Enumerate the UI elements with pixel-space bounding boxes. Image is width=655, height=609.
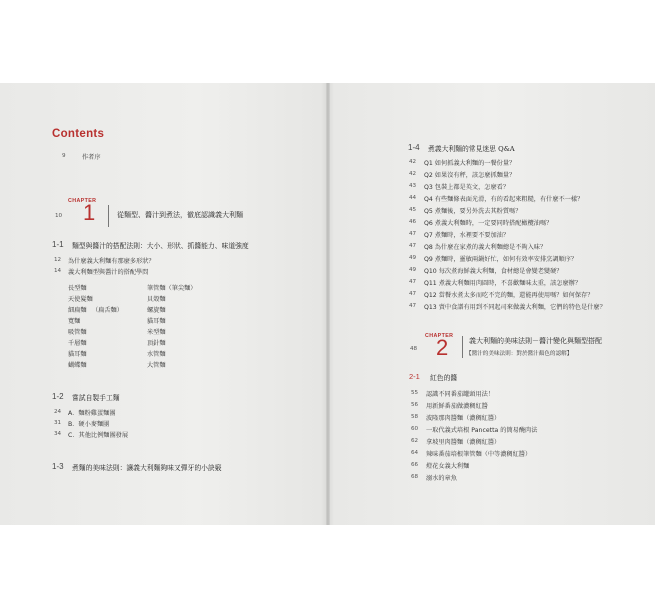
toc-page: 49 bbox=[409, 255, 417, 261]
toc-page: 55 bbox=[411, 390, 419, 396]
section-1-1-number: 1-1 bbox=[52, 240, 64, 249]
toc-page: 49 bbox=[409, 267, 417, 273]
toc-page: 68 bbox=[411, 474, 419, 480]
toc-page: 47 bbox=[409, 243, 417, 249]
chapter2-number: 2 bbox=[436, 335, 449, 360]
toc-entry: Q10 每次煮海鮮義大利麵，食材總是會變老變硬？ bbox=[424, 268, 563, 275]
toc-page: 60 bbox=[411, 426, 419, 432]
toc-entry: 一取代義式培根 Pancetta 的簡易醃肉法 bbox=[426, 427, 538, 434]
toc-entry: A．麵粉雞蛋麵團 bbox=[68, 410, 116, 417]
pasta-type: 貝殼麵 bbox=[147, 296, 166, 303]
section-1-3-number: 1-3 bbox=[52, 462, 64, 471]
preface-title: 作者序 bbox=[82, 154, 101, 161]
toc-page: 14 bbox=[54, 268, 62, 274]
toc-entry: Q6 煮義大利麵時，一定要同時搭配橄欖油嗎？ bbox=[424, 220, 553, 227]
toc-page: 44 bbox=[409, 195, 417, 201]
toc-page: 43 bbox=[409, 183, 417, 189]
section-1-3-title: 煮麵的美味法則：讓義大利麵夠味又彈牙的小訣竅 bbox=[72, 464, 222, 472]
toc-entry: Q4 有些麵條表面光滑，有的看起來粗糙，有什麼不一樣？ bbox=[424, 196, 584, 203]
toc-page: 34 bbox=[54, 431, 62, 437]
chapter1-number: 1 bbox=[83, 200, 96, 225]
toc-page: 47 bbox=[409, 279, 417, 285]
toc-page: 12 bbox=[54, 257, 62, 263]
toc-entry: Q5 煮麵後，要另外洗去其粉質嗎？ bbox=[424, 208, 522, 215]
pasta-type: （扁舌麵） bbox=[92, 307, 123, 314]
section-2-1-title: 紅色的醬 bbox=[430, 374, 458, 382]
pasta-type: 貓耳麵 bbox=[68, 351, 87, 358]
toc-page: 31 bbox=[54, 420, 62, 426]
toc-page: 47 bbox=[409, 303, 417, 309]
toc-entry: 拿坡里肉醬麵（濃稠紅醬） bbox=[426, 439, 501, 446]
section-2-1-number: 2-1 bbox=[409, 372, 420, 381]
toc-entry: 義大利麵型與醬汁的搭配學問 bbox=[68, 269, 149, 276]
pasta-type: 大管麵 bbox=[147, 362, 166, 369]
chapter2-title: 義大利麵的美味法則－醬汁變化與麵型搭配 bbox=[469, 337, 602, 345]
toc-entry: 用新鮮番茄做濃稠紅醬 bbox=[426, 403, 488, 410]
preface-page: 9 bbox=[62, 153, 66, 159]
toc-entry: Q13 賣中食譜有用到不同起司來做義大利麵，它們的特色是什麼？ bbox=[424, 304, 606, 311]
toc-entry: Q8 為什麼在家煮的義大利麵總是不夠入味？ bbox=[424, 244, 547, 251]
toc-entry: 波隆那肉醬麵（濃稠紅醬） bbox=[426, 415, 501, 422]
toc-entry: 為什麼義大利麵有那麼多形狀？ bbox=[68, 258, 155, 265]
toc-page: 58 bbox=[411, 414, 419, 420]
toc-entry: Q11 煮義大利麵用肉圓時，不喜歡麵味太重，該怎麼辦？ bbox=[424, 280, 582, 287]
toc-entry: 溺水的章魚 bbox=[426, 475, 457, 482]
pasta-type: 吸管麵 bbox=[68, 329, 87, 336]
pasta-type: 米型麵 bbox=[147, 329, 166, 336]
toc-page: 45 bbox=[409, 207, 417, 213]
toc-entry: C．其他比例麵團發展 bbox=[68, 432, 129, 439]
section-1-4-number: 1-4 bbox=[408, 143, 420, 152]
chapter1-title: 從麵型、醬汁到煮法，徹底認識義大利麵 bbox=[117, 211, 243, 219]
toc-page: 46 bbox=[409, 219, 417, 225]
section-1-1-title: 麵型與醬汁的搭配法則：大小、形狀、抓醬能力、味道強度 bbox=[72, 242, 249, 250]
toc-page: 56 bbox=[411, 402, 419, 408]
pasta-type: 頂針麵 bbox=[147, 340, 166, 347]
toc-page: 66 bbox=[411, 462, 419, 468]
toc-entry: Q2 如果沒有秤，該怎麼抓麵量？ bbox=[424, 172, 516, 179]
toc-page: 24 bbox=[54, 409, 62, 415]
toc-entry: Q1 如何抓義大利麵的一餐份量？ bbox=[424, 160, 516, 167]
chapter2-label: CHAPTER bbox=[425, 333, 454, 339]
section-1-2-title: 嘗試自製手工麵 bbox=[72, 394, 120, 402]
toc-entry: B．硬小麥麵團 bbox=[68, 421, 110, 428]
toc-entry: Q9 煮麵時，靈敏兩鍋好忙，如何有效率安排烹調順序？ bbox=[424, 256, 578, 263]
pasta-type: 貓耳麵 bbox=[147, 318, 166, 325]
toc-page: 47 bbox=[409, 291, 417, 297]
book-gutter bbox=[326, 83, 330, 525]
toc-entry: Q7 煮麵時，水裡要不要加油？ bbox=[424, 232, 510, 239]
toc-page: 42 bbox=[409, 159, 417, 165]
contents-title: Contents bbox=[52, 128, 105, 140]
pasta-type: 長型麵 bbox=[68, 285, 87, 292]
chapter2-page: 48 bbox=[410, 346, 418, 352]
pasta-type: 天使髮麵 bbox=[68, 296, 93, 303]
pasta-type: 筆管麵（筆尖麵） bbox=[147, 285, 197, 292]
pasta-type: 水管麵 bbox=[147, 351, 166, 358]
toc-entry: 辣味番茄培根筆管麵（中等濃稠紅醬） bbox=[426, 451, 532, 458]
toc-entry: 燈花女義大利麵 bbox=[426, 463, 470, 470]
chapter1-divider bbox=[108, 205, 109, 227]
section-1-2-number: 1-2 bbox=[52, 392, 64, 401]
toc-entry: Q12 當餐水煮太多而吃不完的麵，還能再使用嗎？如何保存？ bbox=[424, 292, 594, 299]
pasta-type: 細扁麵 bbox=[68, 307, 87, 314]
chapter2-divider bbox=[462, 336, 463, 358]
toc-entry: 認識不同番茄罐頭用法！ bbox=[426, 391, 495, 398]
toc-page: 47 bbox=[409, 231, 417, 237]
chapter2-subtitle: 【醬汁的美味法則：對於醬汁顏色的認解】 bbox=[466, 351, 573, 357]
pasta-type: 寬麵 bbox=[68, 318, 81, 325]
chapter1-page: 10 bbox=[55, 213, 63, 219]
pasta-type: 蝴蝶麵 bbox=[68, 362, 87, 369]
toc-entry: Q3 包裝上都是英文，怎麼看？ bbox=[424, 184, 510, 191]
section-1-4-title: 煮義大利麵的常見迷思 Q&A bbox=[428, 145, 515, 153]
chapter1-label: CHAPTER bbox=[68, 198, 97, 204]
toc-page: 42 bbox=[409, 171, 417, 177]
toc-page: 64 bbox=[411, 450, 419, 456]
pasta-type: 千層麵 bbox=[68, 340, 87, 347]
toc-page: 62 bbox=[411, 438, 419, 444]
pasta-type: 螺旋麵 bbox=[147, 307, 166, 314]
